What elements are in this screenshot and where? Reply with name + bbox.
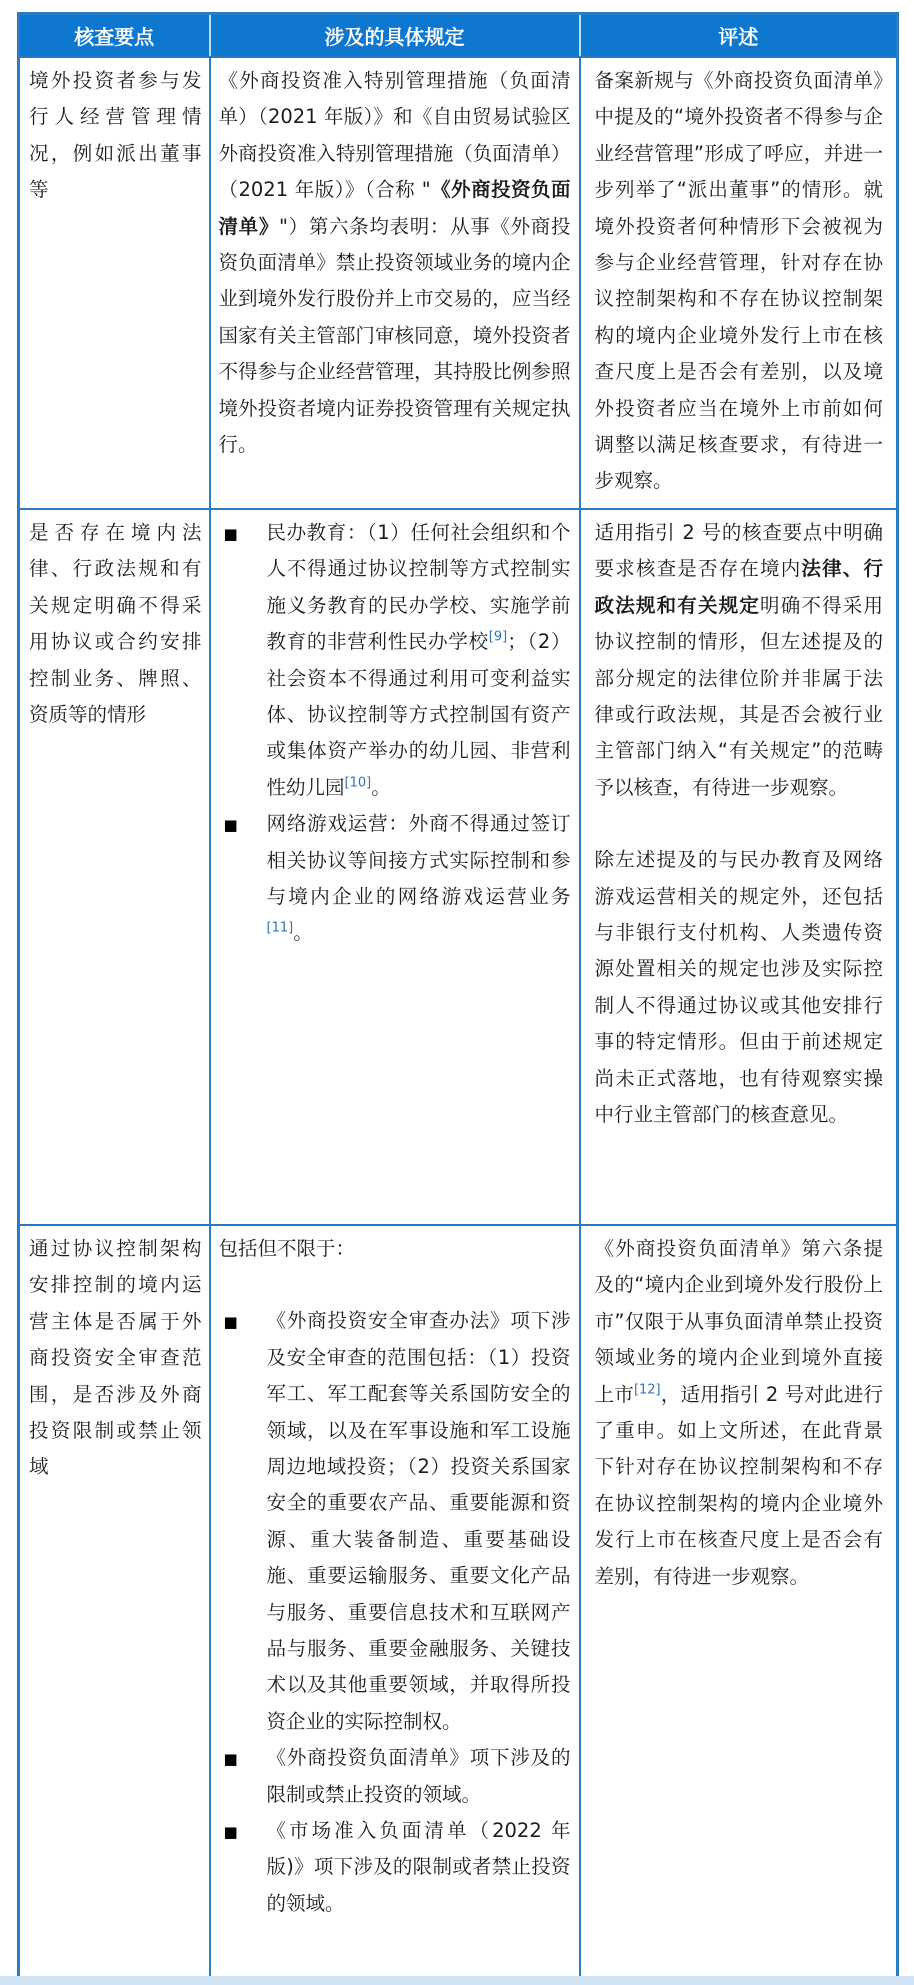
bullet-item — [219, 806, 571, 952]
bullet-text: 网络游戏运营：外商不得通过签订相关协议等间接方式实际控制和参与境内企业的网络游戏运营业务[11]。 — [266, 812, 571, 945]
bullet-text: 民办教育：（1）任何社会组织和个人不得通过协议控制等方式控制实施义务教育的民办学校、实施学前教育的非营利性民办学校[9]；（2）社会资本不得通过利用可变利益实体、协议控制等方式控制国有资产或集体资产举办的幼儿园、非营利性幼儿园[10]。 — [266, 520, 571, 799]
bullet-item — [219, 515, 571, 806]
regulations-cell-1 — [210, 57, 580, 509]
commentary-cell-3 — [580, 1225, 898, 1983]
footnote-ref[interactable]: [12] — [633, 1382, 661, 1397]
bullet-square-icon: ■ — [223, 1750, 238, 1769]
review-table — [17, 12, 899, 1984]
col-header-regulations: 涉及的具体规定 — [210, 14, 580, 58]
regulation-paragraph: 《外商投资准入特别管理措施（负面清单）（2021 年版）》和《自由贸易试验区外商投资准入特别管理措施（负面清单）（2021 年版）》（合称 "《外商投资负面清单》"）第六条均表明：从事《外商投资负面清单》禁止投资领域业务的境内企业到境外发行股份并上市交易的，应当经国家有关主管部门审核同意，境外投资者不得参与企业经营管理，其持股比例参照境外投资者境内证券投资管理有关规定执行。 — [218, 69, 571, 457]
table-row-3 — [19, 1225, 898, 1983]
header-row — [19, 14, 898, 58]
commentary-paragraph: 《外商投资负面清单》第六条提及的“境内企业到境外发行股份上市”仅限于从事负面清单禁止投资领域业务的境内企业到境外直接上市[12]，适用指引 2 号对此进行了重申。如上文所述，在此背景下针对存在协议控制架构和不存在协议控制架构的境内企业境外发行上市在核查尺度上是否会有差别，有待进一步观察。 — [594, 1236, 883, 1588]
col-header-commentary: 评述 — [580, 14, 898, 58]
regulation-bullet-list — [219, 1303, 571, 1922]
regulation-intro: 包括但不限于： — [218, 1236, 356, 1260]
bullet-item — [219, 1303, 571, 1740]
point-cell-2 — [19, 509, 210, 1225]
point-cell-3 — [19, 1225, 210, 1983]
bullet-item — [219, 1740, 571, 1813]
commentary-paragraph: 备案新规与《外商投资负面清单》中提及的“境外投资者不得参与企业经营管理”形成了呼应，并进一步列举了“派出董事”的情形。就境外投资者何种情形下会被视为参与企业经营管理，针对存在协议控制架构和不存在协议控制架构的境内企业境外发行上市在核查尺度上是否会有差别，以及境外投资者应当在境外上市前如何调整以满足核查要求，有待进一步观察。 — [594, 69, 883, 493]
commentary-paragraph: 除左述提及的与民办教育及网络游戏运营相关的规定外，还包括与非银行支付机构、人类遗传资源处置相关的规定也涉及实际控制人不得通过协议或其他安排行事的特定情形。但由于前述规定尚未正式落地，也有待观察实操中行业主管部门的核查意见。 — [594, 848, 883, 1126]
point-cell-1 — [19, 57, 210, 509]
bullet-item — [219, 1813, 571, 1922]
point-text: 是否存在境内法律、行政法规和有关规定明确不得采用协议或合约安排控制业务、牌照、资质等的情形 — [29, 520, 202, 726]
regulations-cell-2 — [210, 509, 580, 1225]
bullet-text: 《外商投资安全审查办法》项下涉及安全审查的范围包括：（1）投资军工、军工配套等关系国防安全的领域，以及在军事设施和军工设施周边地域投资；（2）投资关系国家安全的重要农产品、重要能源和资源、重大装备制造、重要基础设施、重要运输服务、重要文化产品与服务、重要信息技术和互联网产品与服务、重要金融服务、关键技术以及其他重要领域，并取得所投资企业的实际控制权。 — [266, 1309, 571, 1733]
table-row-1 — [19, 57, 898, 509]
document-page — [17, 12, 897, 1984]
bullet-text: 《市场准入负面清单（2022 年版)》项下涉及的限制或者禁止投资的领域。 — [266, 1818, 571, 1915]
footnote-ref[interactable]: [10] — [344, 775, 372, 791]
bullet-text: 《外商投资负面清单》项下涉及的限制或禁止投资的领域。 — [266, 1746, 571, 1806]
bullet-square-icon: ■ — [223, 524, 238, 543]
bullet-square-icon: ■ — [223, 1313, 238, 1332]
footnote-ref[interactable]: [11] — [266, 920, 294, 936]
table-row-2 — [19, 509, 898, 1225]
commentary-cell-2 — [580, 509, 898, 1225]
bottom-divider-strip — [0, 1976, 914, 1985]
col-header-point: 核查要点 — [19, 14, 210, 58]
bullet-square-icon: ■ — [223, 816, 238, 835]
commentary-cell-1 — [580, 57, 898, 509]
regulations-cell-3 — [210, 1225, 580, 1983]
bullet-square-icon: ■ — [223, 1822, 238, 1841]
commentary-paragraph: 适用指引 2 号的核查要点中明确要求核查是否存在境内法律、行政法规和有关规定明确不得采用协议控制的情形，但左述提及的部分规定的法律位阶并非属于法律或行政法规，其是否会被行业主管部门纳入“有关规定”的范畴予以核查，有待进一步观察。 — [594, 520, 883, 799]
regulation-bullet-list — [219, 515, 571, 952]
point-text: 境外投资者参与发行人经营管理情况，例如派出董事等 — [29, 69, 202, 202]
footnote-ref[interactable]: [9] — [488, 629, 508, 645]
point-text: 通过协议控制架构安排控制的境内运营主体是否属于外商投资安全审查范围，是否涉及外商投资限制或禁止领域 — [29, 1236, 202, 1479]
